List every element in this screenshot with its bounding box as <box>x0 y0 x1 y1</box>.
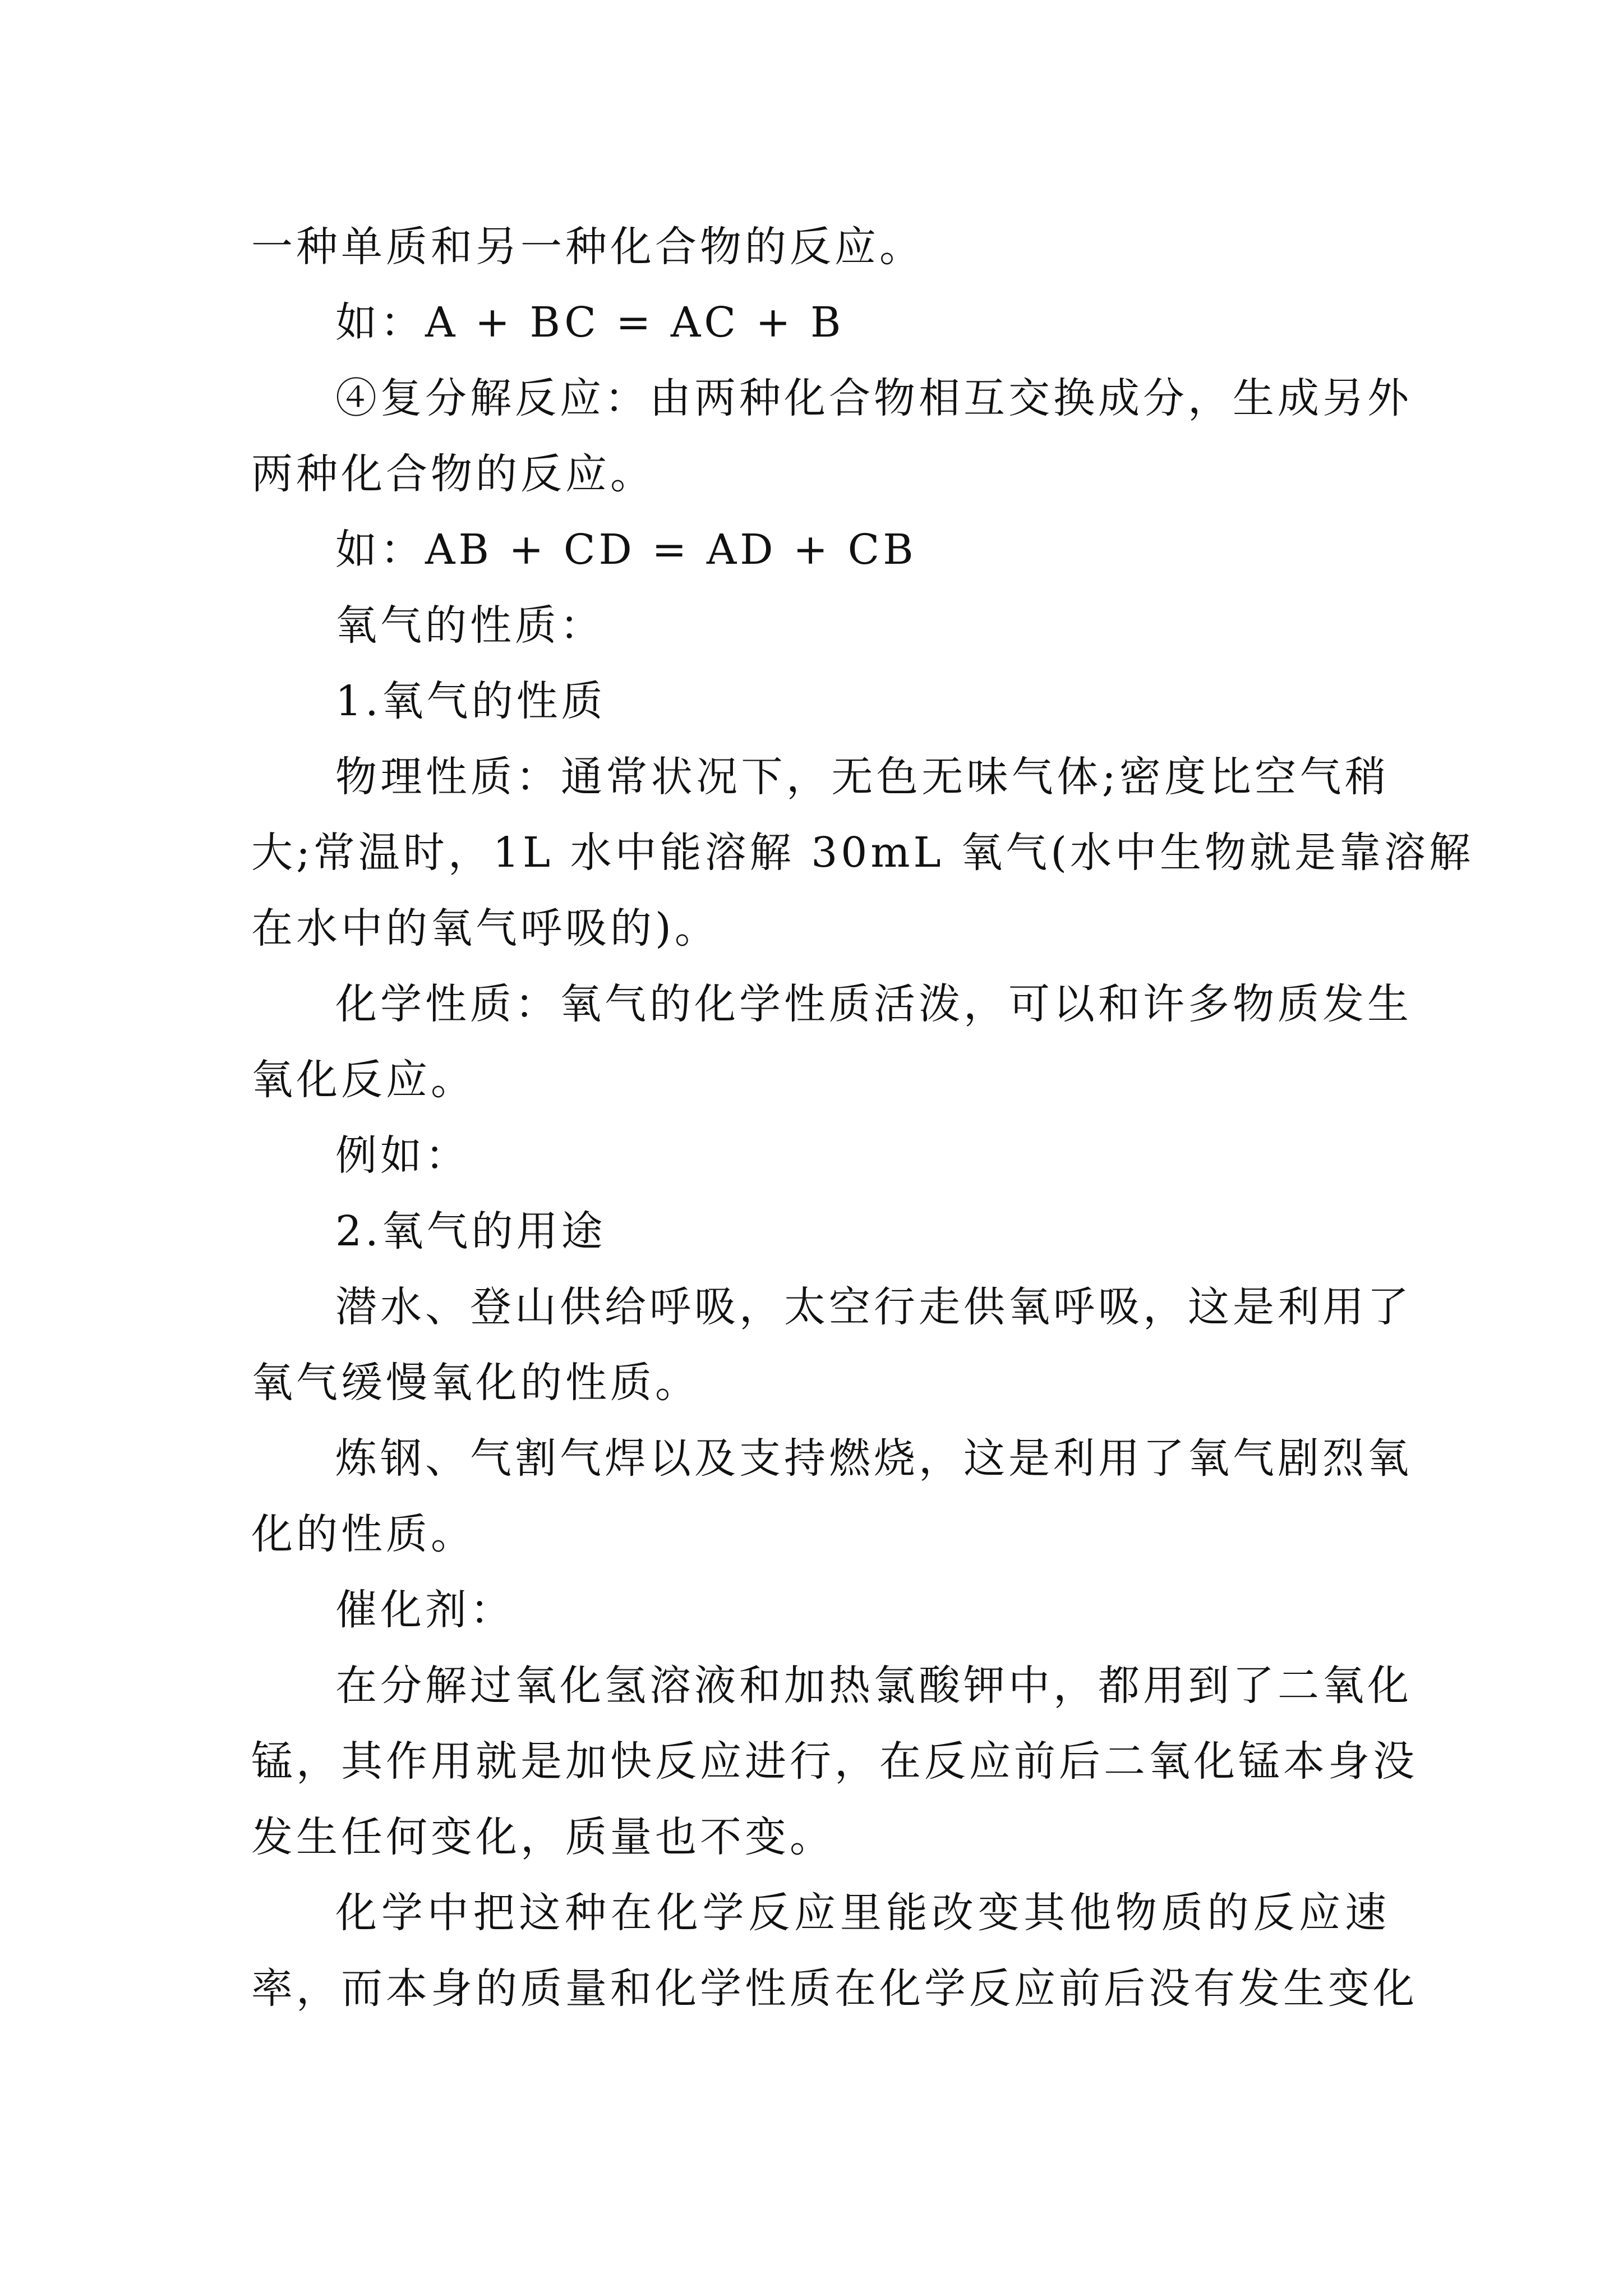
text-line: 化学中把这种在化学反应里能改变其他物质的反应速 <box>335 1889 1390 1937</box>
text-line: ④复分解反应：由两种化合物相互交换成分，生成另外 <box>335 374 1412 422</box>
text-line: 潜水、登山供给呼吸，太空行走供氧呼吸，这是利用了 <box>335 1283 1412 1331</box>
text-line: 化学性质：氧气的化学性质活泼，可以和许多物质发生 <box>335 980 1412 1028</box>
text-line: 例如： <box>335 1131 470 1180</box>
text-line: 1.氧气的性质 <box>335 677 606 725</box>
text-line: 如：AB + CD = AD + CB <box>335 526 917 574</box>
text-line: 物理性质：通常状况下，无色无味气体;密度比空气稍 <box>335 753 1390 801</box>
text-line: 氧气的性质： <box>335 601 605 650</box>
text-line: 2.氧气的用途 <box>335 1207 606 1255</box>
text-line: 大;常温时，1L 水中能溶解 30mL 氧气(水中生物就是靠溶解 <box>251 829 1474 877</box>
text-line: 两种化合物的反应。 <box>251 450 655 498</box>
text-line: 化的性质。 <box>251 1510 476 1558</box>
text-line: 炼钢、气割气焊以及支持燃烧，这是利用了氧气剧烈氧 <box>335 1434 1412 1483</box>
text-line: 在水中的氧气呼吸的)。 <box>251 904 720 953</box>
text-line: 催化剂： <box>335 1586 515 1634</box>
text-line: 发生任何变化，质量也不变。 <box>251 1813 834 1861</box>
text-line: 锰，其作用就是加快反应进行，在反应前后二氧化锰本身没 <box>251 1737 1418 1786</box>
text-line: 在分解过氧化氢溶液和加热氯酸钾中，都用到了二氧化 <box>335 1662 1412 1710</box>
text-line: 一种单质和另一种化合物的反应。 <box>251 223 924 271</box>
text-line: 氧气缓慢氧化的性质。 <box>251 1359 700 1407</box>
text-line: 率，而本身的质量和化学性质在化学反应前后没有发生变化 <box>251 1964 1418 2013</box>
text-line: 氧化反应。 <box>251 1056 476 1104</box>
text-line: 如：A + BC = AC + B <box>335 298 845 347</box>
